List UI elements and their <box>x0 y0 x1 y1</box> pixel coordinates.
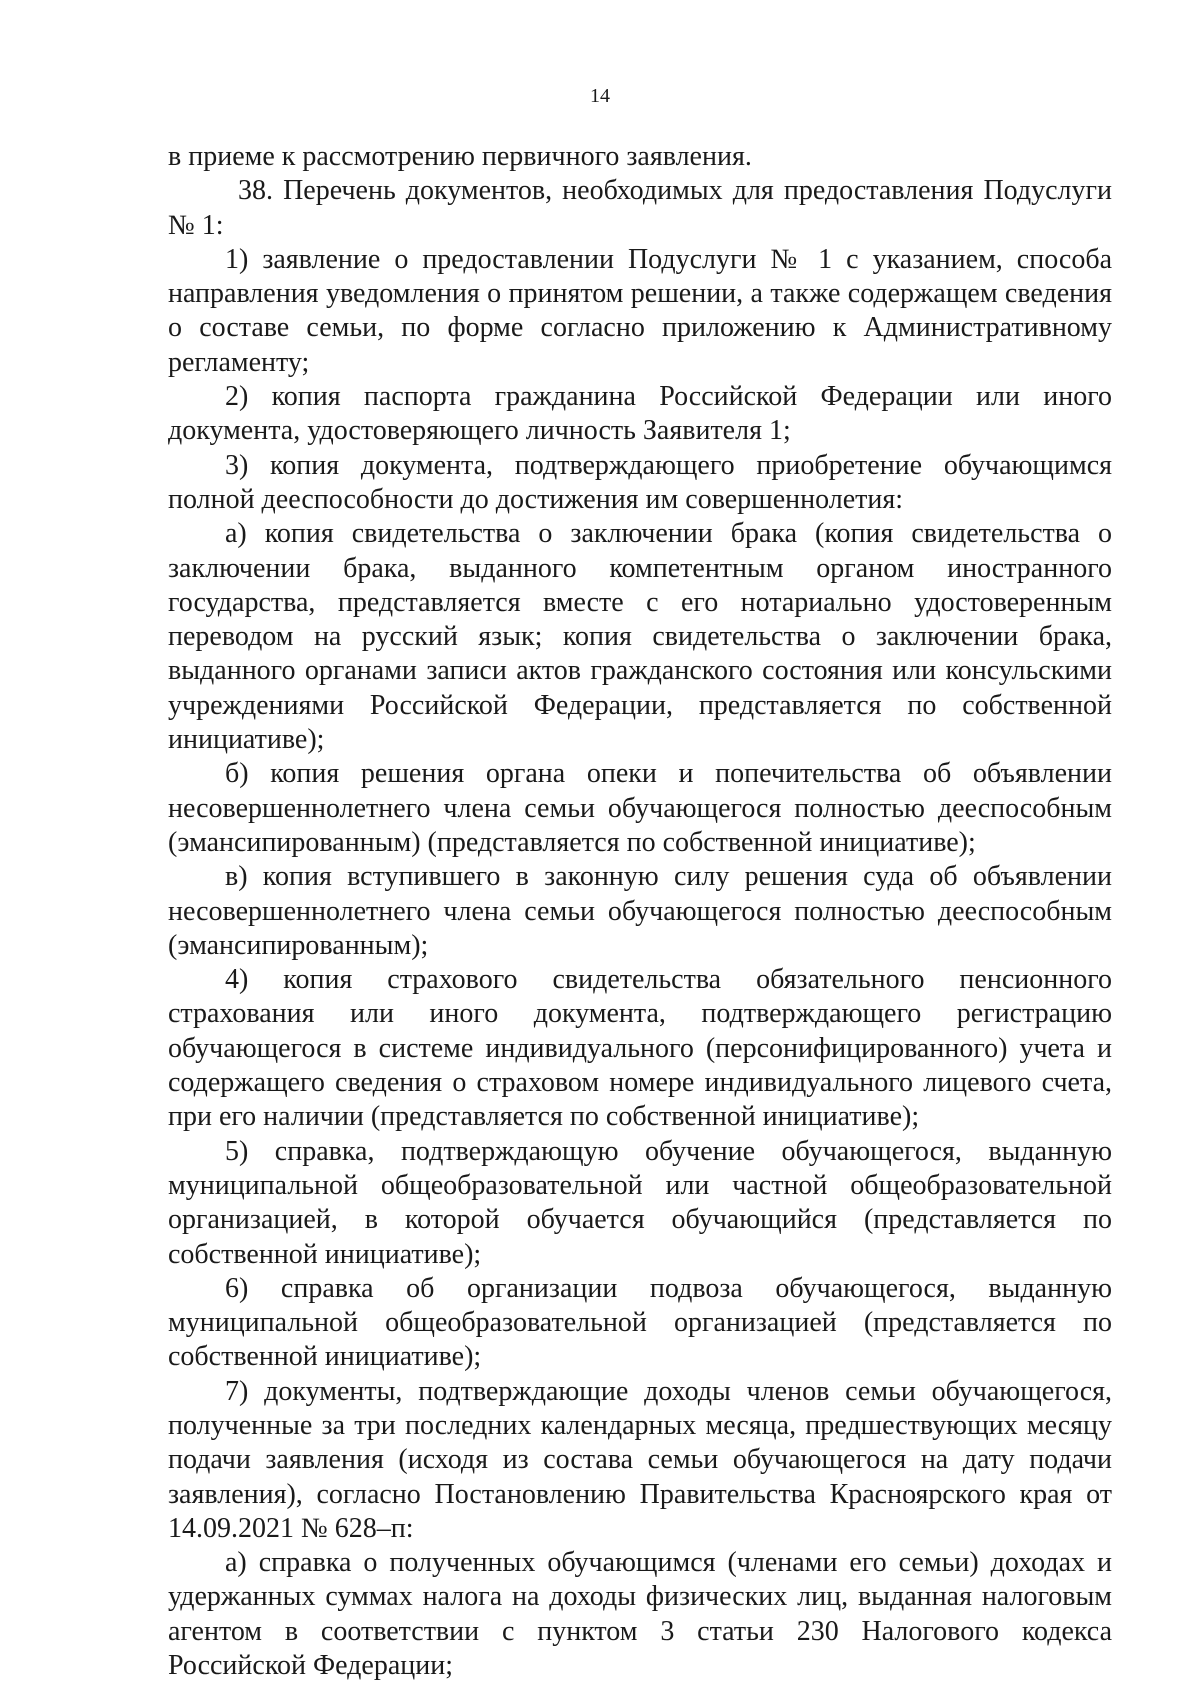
paragraph-item-2: 2) копия паспорта гражданина Российской Федерации или иного документа, удостоверяющего личность Заявителя 1; <box>168 381 1112 447</box>
paragraph-item-3: 3) копия документа, подтверждающего приобретение обучающимся полной дееспособности до достижения им совершеннолетия: <box>168 449 1112 515</box>
paragraph-item-1: 1) заявление о предоставлении Подуслуги № 1 с указанием, способа направления уведомления о принятом решении, а также содержащем сведения о составе семьи, по форме согласно приложению к Административному регламенту; <box>168 243 1112 378</box>
document-body <box>168 140 1112 1683</box>
paragraph-item-3v: в) копия вступившего в законную силу решения суда об объявлении несовершеннолетнего члена семьи обучающегося полностью дееспособным (эмансипированным); <box>168 861 1112 961</box>
paragraph-item-38: 38. Перечень документов, необходимых для предоставления Подуслуги № 1: <box>168 175 1112 241</box>
paragraph-item-7: 7) документы, подтверждающие доходы членов семьи обучающегося, полученные за три последних календарных месяца, предшествующих месяцу подачи заявления (исходя из состава семьи обучающегося на дату подачи заявления), согласно Постановлению Правительства Красноярского края от 14.09.2021 № 628–п: <box>168 1375 1112 1544</box>
paragraph-item-3a: а) копия свидетельства о заключении брака (копия свидетельства о заключении брака, выданного компетентным органом иностранного государства, представляется вместе с его нотариально удостоверенным переводом на русский язык; копия свидетельства о заключении брака, выданного органами записи актов гражданского состояния или консульскими учреждениями Российской Федерации, представляется по собственной инициативе); <box>168 518 1112 756</box>
paragraph-item-6: 6) справка об организации подвоза обучающегося, выданную муниципальной общеобразовательной организацией (представляется по собственной инициативе); <box>168 1272 1112 1373</box>
paragraph-item-4: 4) копия страхового свидетельства обязательного пенсионного страхования или иного документа, подтверждающего регистрацию обучающегося в системе индивидуального (персонифицированного) учета и содержащего сведения о страховом номере индивидуального лицевого счета, при его наличии (представляется по собственной инициативе); <box>168 964 1112 1133</box>
paragraph-item-5: 5) справка, подтверждающую обучение обучающегося, выданную муниципальной общеобразовательной или частной общеобразовательной организацией, в которой обучается обучающийся (представляется по собственной инициативе); <box>168 1135 1112 1270</box>
page-number: 14 <box>590 85 610 107</box>
paragraph-item-3b: б) копия решения органа опеки и попечительства об объявлении несовершеннолетнего члена семьи обучающегося полностью дееспособным (эмансипированным) (представляется по собственной инициативе); <box>168 758 1112 858</box>
paragraph-continuation: в приеме к рассмотрению первичного заявления. <box>168 141 752 172</box>
paragraph-item-7a: а) справка о полученных обучающимся (членами его семьи) доходах и удержанных суммах налога на доходы физических лиц, выданная налоговым агентом в соответствии с пунктом 3 статьи 230 Налогового кодекса Российской Федерации; <box>168 1547 1112 1682</box>
